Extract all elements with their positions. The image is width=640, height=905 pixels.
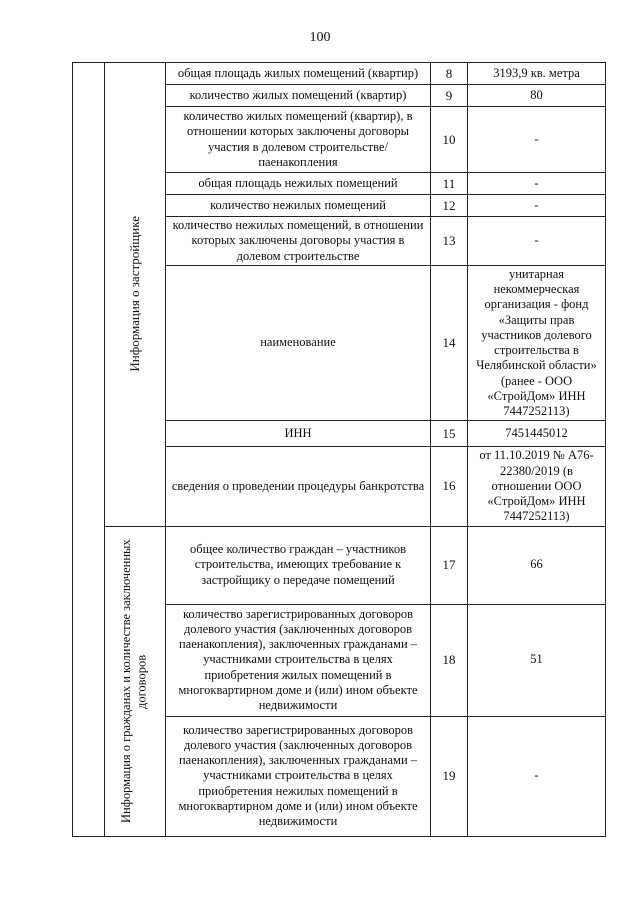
row-label: количество нежилых помещений, в отношении которых заключены договоры участия в долевом строительстве xyxy=(166,217,431,266)
section-developer-label: Информация о застройщике xyxy=(126,216,142,373)
row-label: общая площадь нежилых помещений xyxy=(166,173,431,195)
row-value: - xyxy=(468,173,606,195)
section-citizens xyxy=(105,526,166,836)
row-number: 10 xyxy=(431,107,468,173)
row-value: - xyxy=(468,217,606,266)
page-number: 100 xyxy=(309,30,331,45)
row-value: 3193,9 кв. метра xyxy=(468,63,606,85)
row-number: 19 xyxy=(431,716,468,836)
row-label: количество жилых помещений (квартир), в отношении которых заключены договоры участия в долевом строительстве/паенакопления xyxy=(166,107,431,173)
row-number: 18 xyxy=(431,604,468,716)
row-number: 11 xyxy=(431,173,468,195)
info-table xyxy=(72,62,606,837)
row-number: 8 xyxy=(431,63,468,85)
row-value: от 11.10.2019 № А76-22380/2019 (в отношении ООО «СтройДом» ИНН 7447252113) xyxy=(468,447,606,526)
blank-column xyxy=(73,63,105,837)
table-row xyxy=(73,526,606,604)
row-label: общая площадь жилых помещений (квартир) xyxy=(166,63,431,85)
row-number: 15 xyxy=(431,421,468,447)
row-value: 7451445012 xyxy=(468,421,606,447)
row-label: количество зарегистрированных договоров долевого участия (заключенных договоров паенакопления), заключенных гражданами – участниками строительства в целях приобретения нежилых помещений в многоквартирном доме и (или) ином объекте недвижимости xyxy=(166,716,431,836)
row-label: количество жилых помещений (квартир) xyxy=(166,85,431,107)
row-label: количество нежилых помещений xyxy=(166,195,431,217)
section-developer xyxy=(105,63,166,527)
row-value: - xyxy=(468,107,606,173)
row-label: наименование xyxy=(166,265,431,421)
row-number: 17 xyxy=(431,526,468,604)
row-label: количество зарегистрированных договоров долевого участия (заключенных договоров паенакопления), заключенных гражданами – участниками строительства в целях приобретения жилых помещений в многоквартирном доме и (или) ином объекте недвижимости xyxy=(166,604,431,716)
section-citizens-label: Информация о гражданах и количестве заключенных договоров xyxy=(119,539,149,823)
row-value: унитарная некоммерческая организация - фонд «Защиты прав участников долевого строительства в Челябинской области» (ранее - ООО «СтройДом» ИНН 7447252113) xyxy=(468,265,606,421)
row-number: 13 xyxy=(431,217,468,266)
row-value: - xyxy=(468,195,606,217)
row-value: 66 xyxy=(468,526,606,604)
row-number: 9 xyxy=(431,85,468,107)
table-row xyxy=(73,63,606,85)
row-label: ИНН xyxy=(166,421,431,447)
row-number: 14 xyxy=(431,265,468,421)
row-label: общее количество граждан – участников строительства, имеющих требование к застройщику о передаче помещений xyxy=(166,526,431,604)
row-value: 80 xyxy=(468,85,606,107)
row-number: 16 xyxy=(431,447,468,526)
row-value: 51 xyxy=(468,604,606,716)
row-label: сведения о проведении процедуры банкротства xyxy=(166,447,431,526)
row-value: - xyxy=(468,716,606,836)
row-number: 12 xyxy=(431,195,468,217)
